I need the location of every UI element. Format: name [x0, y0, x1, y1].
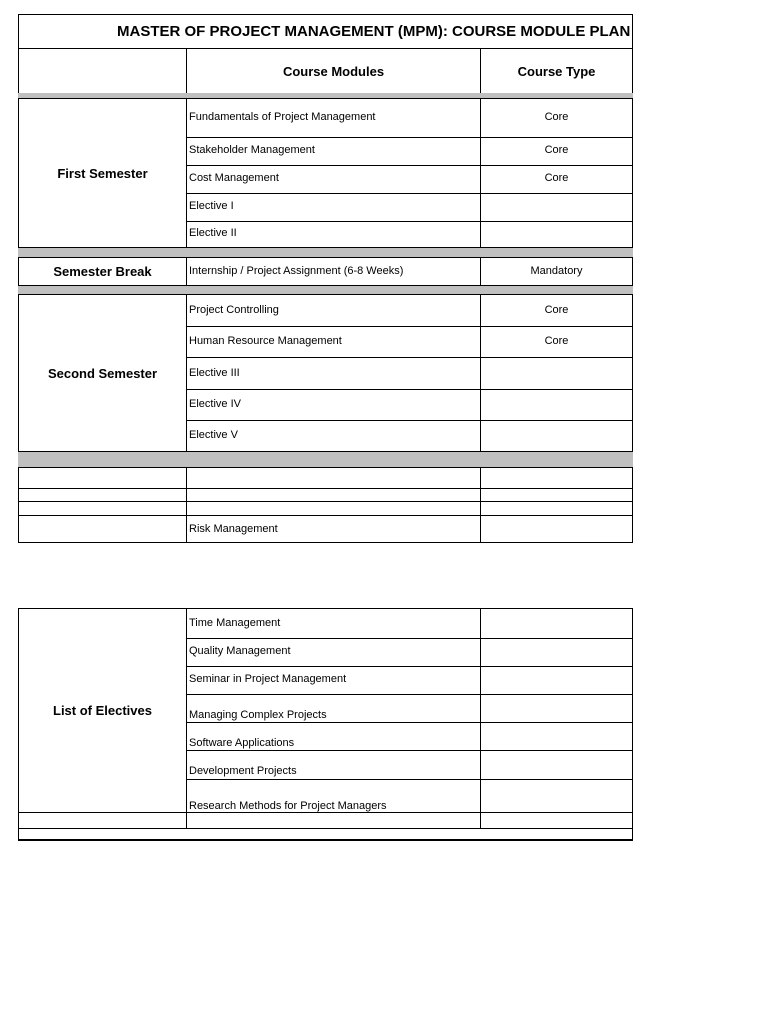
trailing-rows	[18, 467, 633, 543]
module-cell: Elective IV	[189, 398, 241, 410]
second-semester-rows	[186, 294, 633, 452]
elective-item: Seminar in Project Management	[189, 673, 347, 685]
type-cell: Mandatory	[530, 265, 583, 277]
module-cell: Human Resource Management	[189, 335, 342, 347]
elective-item: Quality Management	[189, 645, 291, 657]
module-cell: Stakeholder Management	[189, 144, 315, 156]
module-cell: Internship / Project Assignment (6-8 Weeks)	[189, 265, 404, 277]
elective-item: Managing Complex Projects	[189, 709, 327, 721]
course-type-header: Course Type	[480, 48, 633, 94]
module-cell: Cost Management	[189, 172, 279, 184]
module-cell: Project Controlling	[189, 304, 279, 316]
electives-rows	[186, 608, 633, 813]
electives-trailing-rows	[18, 812, 633, 841]
separator-bar	[18, 286, 633, 294]
first-semester-label: First Semester	[18, 98, 187, 248]
module-cell: Elective II	[189, 227, 237, 239]
type-cell: Core	[544, 304, 569, 316]
elective-item: Development Projects	[189, 765, 297, 777]
page-title: MASTER OF PROJECT MANAGEMENT (MPM): COURSE MODULE PLAN	[18, 14, 633, 49]
module-cell: Elective V	[189, 429, 238, 441]
type-cell: Core	[544, 172, 569, 184]
module-cell: Elective I	[189, 200, 234, 212]
first-semester-rows	[186, 98, 633, 248]
semester-break-row	[186, 257, 633, 286]
course-modules-header: Course Modules	[186, 48, 481, 94]
elective-item: Time Management	[189, 617, 281, 629]
electives-label: List of Electives	[18, 608, 187, 813]
module-cell: Risk Management	[189, 523, 278, 535]
elective-item: Research Methods for Project Managers	[189, 800, 387, 812]
elective-item: Software Applications	[189, 737, 295, 749]
type-cell: Core	[544, 111, 569, 123]
second-semester-label: Second Semester	[18, 294, 187, 452]
header-blank-cell	[18, 48, 187, 94]
separator-bar	[18, 452, 633, 467]
type-cell: Core	[544, 335, 569, 347]
semester-break-label: Semester Break	[18, 257, 187, 286]
type-cell: Core	[544, 144, 569, 156]
separator-bar	[18, 248, 633, 257]
module-cell: Fundamentals of Project Management	[189, 111, 376, 123]
module-cell: Elective III	[189, 367, 240, 379]
